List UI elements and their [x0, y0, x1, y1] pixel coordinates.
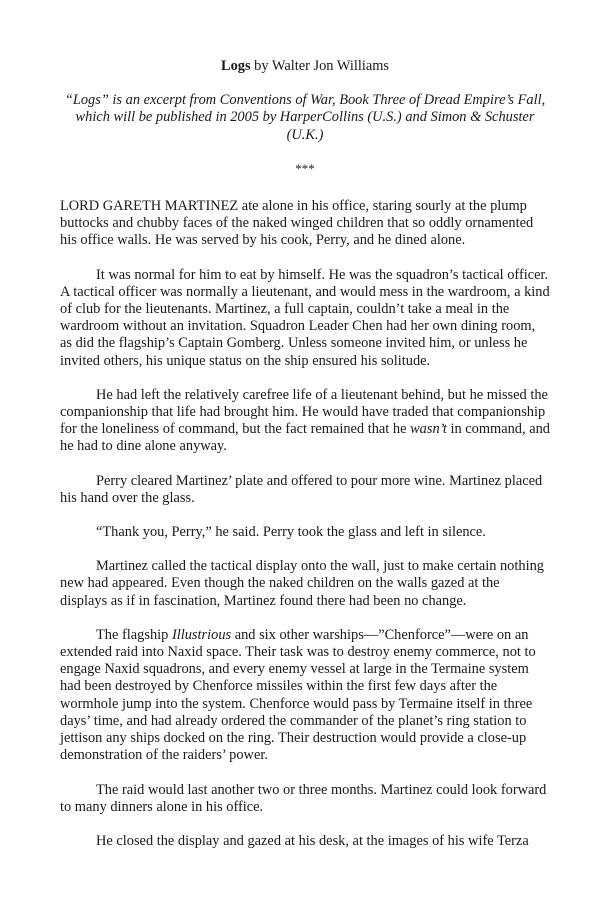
paragraph-3-part-b: in command, and he had to dine alone anyway. [60, 421, 550, 455]
title-line [60, 58, 550, 75]
document-page [60, 58, 550, 850]
story-title: Logs [220, 58, 251, 74]
paragraph-4: Perry cleared Martinez’ plate and offered to pour more wine. Martinez placed his hand over the glass. [60, 472, 543, 506]
paragraph-3-emphasis: wasn’t [410, 421, 447, 438]
paragraph-2: It was normal for him to eat by himself. He was the squadron’s tactical officer. A tactical officer was normally a lieutenant, and would mess in the wardroom, a kind of club for the lieutenants. Martinez, a full captain, couldn’t take a meal in the wardroom without an invitation. Squadron Leader Chen had her own dining room, as did the flagship’s Captain Gomberg. Unless someone invited him, or unless he invited others, his unique status on the ship ensured his solitude. [60, 266, 550, 369]
byline: by Walter Jon Williams [250, 58, 390, 74]
paragraph-5: “Thank you, Perry,” he said. Perry took the glass and left in silence. [96, 524, 486, 541]
paragraph-9: He closed the display and gazed at his desk, at the images of his wife Terza [96, 832, 529, 849]
section-separator: *** [295, 160, 315, 176]
ship-name: Illustrious [171, 626, 232, 643]
paragraph-7 [60, 627, 550, 765]
paragraph-6: Martinez called the tactical display onto the wall, just to make certain nothing new had appeared. Even though the naked children on the walls gazed at the displays as if in fascination, Martinez found there had been no change. [60, 558, 544, 609]
paragraph-7-part-b: and six other warships—”Chenforce”—were on an extended raid into Naxid space. Their task was to destroy enemy commerce, not to engage Naxid squadrons, and every enemy vessel at large in the Termaine system had been destroyed by Chenforce missiles within the first few days after the wormhole jump into the system. Chenforce would pass by Termaine itself in three days’ time, and had already ordered the commander of the planet’s ring station to jettison any ships docked on the ring. Their destruction would provide a close-up demonstration of the raiders’ power. [60, 626, 536, 764]
paragraph-3 [60, 387, 550, 456]
paragraph-3-part-a: He had left the relatively carefree life of a lieutenant behind, but he missed the companionship that life had brought him. He would have traded that companionship for the loneliness of command, but the fact remained that he [60, 386, 548, 438]
intro-note: “Logs” is an excerpt from Conventions of War, Book Three of Dread Empire’s Fall, which will be published in 2005 by HarperCollins (U.S.) and Simon & Schuster (U.K.) [64, 92, 546, 143]
paragraph-8: The raid would last another two or three months. Martinez could look forward to many dinners alone in his office. [60, 781, 547, 815]
paragraph-1: LORD GARETH MARTINEZ ate alone in his office, staring sourly at the plump buttocks and chubby faces of the naked winged children that so oddly ornamented his office walls. He was served by his cook, Perry, and he dined alone. [60, 198, 534, 249]
paragraph-7-part-a: The flagship [96, 626, 172, 643]
